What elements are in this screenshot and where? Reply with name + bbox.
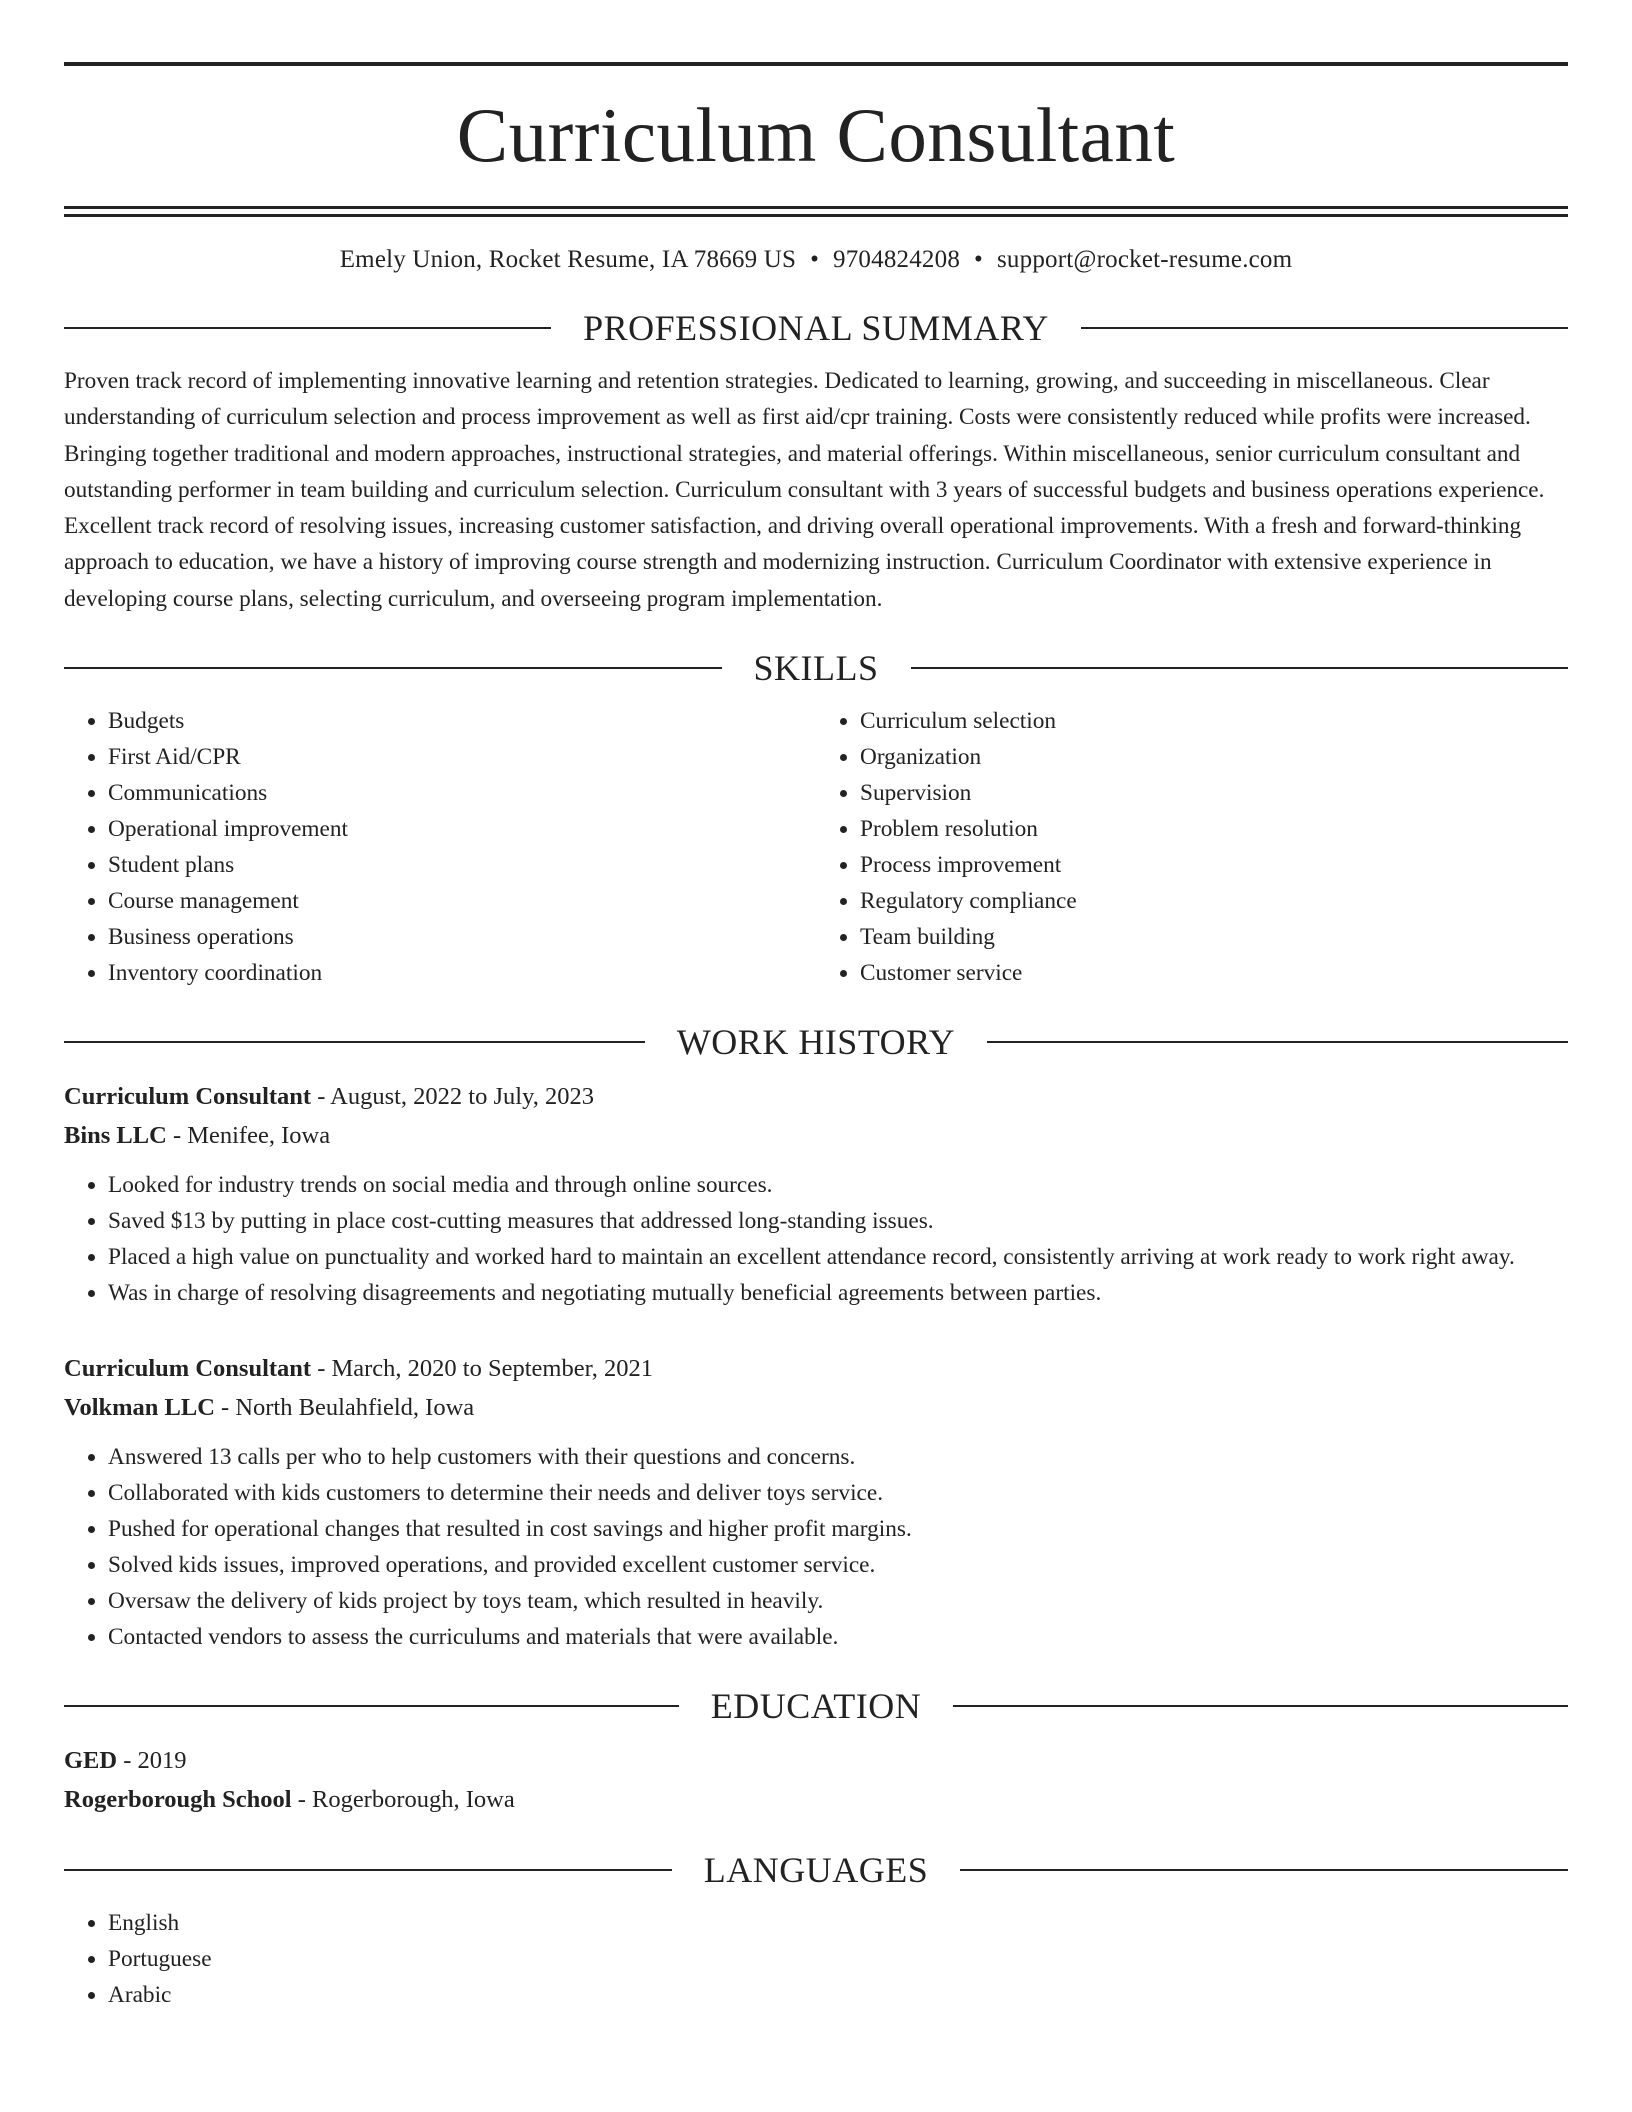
languages-section-header (64, 1849, 1568, 1891)
job-bullet: • Solved kids issues, improved operations, and provided excellent customer service. (108, 1547, 1568, 1583)
contact-phone: 9704824208 (833, 246, 961, 273)
section-rule-right (911, 667, 1569, 669)
job-entry (64, 1077, 1568, 1311)
job-company: Volkman LLC (64, 1394, 215, 1422)
skill-item: • First Aid/CPR (108, 739, 816, 775)
skill-item: • Supervision (860, 775, 1568, 811)
skill-item: • Process improvement (860, 847, 1568, 883)
skills-list (64, 703, 1568, 991)
skill-item: • Operational improvement (108, 811, 816, 847)
education-heading: EDUCATION (710, 1686, 922, 1727)
education-location: - Rogerborough, Iowa (291, 1786, 515, 1814)
education-section-header (64, 1685, 1568, 1727)
contact-email: support@rocket-resume.com (996, 246, 1293, 273)
job-entry (64, 1349, 1568, 1655)
contact-separator: • (974, 246, 983, 273)
skill-item: • Regulatory compliance (860, 883, 1568, 919)
job-bullets (64, 1439, 1568, 1655)
job-bullet: • Answered 13 calls per who to help customers with their questions and concerns. (108, 1439, 1568, 1475)
skill-item: • Communications (108, 775, 816, 811)
skill-item: • Curriculum selection (860, 703, 1568, 739)
education-school-line (64, 1780, 1568, 1819)
skill-item: • Budgets (108, 703, 816, 739)
education-degree: GED (64, 1747, 118, 1775)
section-rule-left (64, 327, 551, 329)
contact-line (64, 243, 1568, 277)
job-bullet: • Saved $13 by putting in place cost-cutting measures that addressed long-standing issues. (108, 1203, 1568, 1239)
languages-heading: LANGUAGES (703, 1850, 929, 1891)
contact-address: Emely Union, Rocket Resume, IA 78669 US (339, 246, 797, 273)
summary-text: Proven track record of implementing innovative learning and retention strategies. Dedicated to learning, growing, and succeeding in miscellaneous. Clear understanding of curriculum selection and process improvement as well as first aid/cpr training. Costs were consistently reduced while profits were increased. Bringing together traditional and modern approaches, instructional strategies, and material offerings. Within miscellaneous, senior curriculum consultant and outstanding performer in team building and curriculum selection. Curriculum consultant with 3 years of successful budgets and business operations experience. Excellent track record of resolving issues, increasing customer satisfaction, and driving overall operational improvements. With a fresh and forward-thinking approach to education, we have a history of improving course strength and modernizing instruction. Curriculum Coordinator with extensive experience in developing course plans, selecting curriculum, and overseeing program implementation. (64, 368, 1545, 612)
education-year: - 2019 (117, 1747, 187, 1775)
work-section-header (64, 1021, 1568, 1063)
job-company: Bins LLC (64, 1122, 167, 1150)
skills-column-left (64, 703, 816, 991)
top-rule (64, 62, 1568, 66)
job-bullets (64, 1167, 1568, 1311)
job-bullet: • Placed a high value on punctuality and worked hard to maintain an excellent attendance record, consistently arriving at work ready to work right away. (108, 1239, 1568, 1275)
job-title-line (64, 1349, 1568, 1388)
summary-heading: PROFESSIONAL SUMMARY (583, 308, 1049, 348)
education-degree-line (64, 1741, 1568, 1780)
job-dates: - August, 2022 to July, 2023 (311, 1083, 594, 1111)
languages-list (64, 1905, 1568, 2013)
skills-heading: SKILLS (753, 648, 879, 689)
section-rule-right (960, 1869, 1568, 1871)
language-item: • Arabic (108, 1977, 1568, 2013)
job-company-line (64, 1388, 1568, 1427)
skill-item: • Business operations (108, 919, 816, 955)
skill-item: • Organization (860, 739, 1568, 775)
resume-title: Curriculum Consultant (456, 92, 1176, 178)
skill-item: • Student plans (108, 847, 816, 883)
skill-item: • Customer service (860, 955, 1568, 991)
job-company-line (64, 1116, 1568, 1155)
contact-separator: • (810, 246, 820, 273)
skill-item: • Problem resolution (860, 811, 1568, 847)
section-rule-left (64, 1869, 672, 1871)
section-rule-left (64, 667, 722, 669)
skill-item: • Course management (108, 883, 816, 919)
section-rule-left (64, 1041, 645, 1043)
skills-section-header (64, 647, 1568, 689)
section-rule-left (64, 1705, 679, 1707)
job-bullet: • Pushed for operational changes that resulted in cost savings and higher profit margins. (108, 1511, 1568, 1547)
job-bullet: • Was in charge of resolving disagreements and negotiating mutually beneficial agreements between parties. (108, 1275, 1568, 1311)
job-bullet: • Contacted vendors to assess the curriculums and materials that were available. (108, 1619, 1568, 1655)
section-rule-right (953, 1705, 1568, 1707)
job-title: Curriculum Consultant (64, 1083, 312, 1111)
section-rule-right (987, 1041, 1568, 1043)
education-entry (64, 1741, 1568, 1819)
education-school: Rogerborough School (64, 1786, 292, 1814)
job-bullet: • Collaborated with kids customers to determine their needs and deliver toys service. (108, 1475, 1568, 1511)
language-item: • English (108, 1905, 1568, 1941)
title-double-rule (64, 206, 1568, 217)
job-bullet: • Oversaw the delivery of kids project by toys team, which resulted in heavily. (108, 1583, 1568, 1619)
job-title: Curriculum Consultant (64, 1355, 312, 1383)
job-bullet: • Looked for industry trends on social media and through online sources. (108, 1167, 1568, 1203)
job-location: - North Beulahfield, Iowa (214, 1394, 475, 1422)
skills-column-right (816, 703, 1568, 991)
skill-item: • Team building (860, 919, 1568, 955)
section-rule-right (1081, 327, 1568, 329)
work-heading: WORK HISTORY (676, 1022, 956, 1063)
language-item: • Portuguese (108, 1941, 1568, 1977)
skill-item: • Inventory coordination (108, 955, 816, 991)
job-title-line (64, 1077, 1568, 1116)
summary-section-header (64, 307, 1568, 349)
job-location: - Menifee, Iowa (166, 1122, 331, 1150)
job-dates: - March, 2020 to September, 2021 (311, 1355, 654, 1383)
